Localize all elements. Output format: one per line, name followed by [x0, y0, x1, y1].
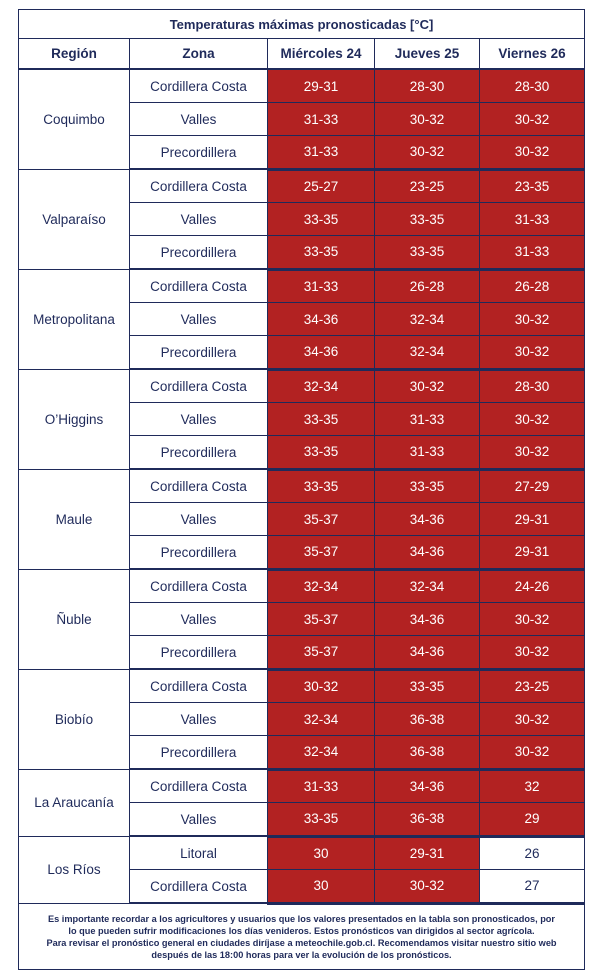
temperature-cell: 30-32: [375, 369, 480, 403]
temperature-cell: 25-27: [268, 169, 375, 203]
temperature-cell: 32: [480, 769, 585, 803]
temperature-cell: 34-36: [375, 503, 480, 536]
zone-cell: Precordillera: [130, 136, 268, 170]
temperature-cell: 30-32: [480, 303, 585, 336]
temperature-cell: 30-32: [480, 736, 585, 770]
temperature-cell: 30-32: [268, 669, 375, 703]
zone-cell: Valles: [130, 203, 268, 236]
temperature-cell: 34-36: [375, 636, 480, 670]
zone-cell: Cordillera Costa: [130, 269, 268, 303]
temperature-cell: 32-34: [375, 569, 480, 603]
zone-cell: Cordillera Costa: [130, 769, 268, 803]
temperature-cell: 31-33: [480, 236, 585, 270]
region-cell: O’Higgins: [19, 369, 130, 469]
zone-cell: Litoral: [130, 836, 268, 870]
temperature-cell: 33-35: [375, 236, 480, 270]
temperature-cell: 32-34: [268, 569, 375, 603]
table-row: [19, 269, 585, 303]
zone-cell: Precordillera: [130, 636, 268, 670]
temperature-cell: 29: [480, 803, 585, 837]
zone-cell: Precordillera: [130, 536, 268, 570]
note-line: después de las 18:00 horas para ver la evolución de los pronósticos.: [151, 949, 452, 960]
header-zone: Zona: [130, 39, 268, 70]
temperature-cell: 29-31: [375, 836, 480, 870]
region-cell: Coquimbo: [19, 69, 130, 169]
temperature-cell: 30-32: [480, 636, 585, 670]
zone-cell: Cordillera Costa: [130, 870, 268, 904]
zone-cell: Cordillera Costa: [130, 469, 268, 503]
temperature-cell: 30: [268, 836, 375, 870]
temperature-cell: 34-36: [268, 303, 375, 336]
table-row: [19, 769, 585, 803]
temperature-cell: 30-32: [480, 136, 585, 170]
forecast-sheet: [18, 9, 584, 970]
zone-cell: Precordillera: [130, 736, 268, 770]
region-cell: Valparaíso: [19, 169, 130, 269]
temperature-cell: 32-34: [375, 303, 480, 336]
temperature-cell: 31-33: [480, 203, 585, 236]
temperature-cell: 34-36: [375, 769, 480, 803]
temperature-cell: 28-30: [480, 69, 585, 103]
temperature-cell: 31-33: [268, 269, 375, 303]
temperature-cell: 30-32: [375, 136, 480, 170]
note-line: Para revisar el pronóstico general en ciudades diríjase a meteochile.gob.cl. Recomendamos visitar nuestro sitio web: [46, 937, 557, 948]
temperature-cell: 30-32: [480, 436, 585, 470]
temperature-cell: 30-32: [375, 103, 480, 136]
temperature-cell: 36-38: [375, 703, 480, 736]
temperature-cell: 31-33: [375, 436, 480, 470]
temperature-cell: 33-35: [375, 203, 480, 236]
temperature-cell: 31-33: [268, 103, 375, 136]
zone-cell: Cordillera Costa: [130, 369, 268, 403]
table-row: [19, 836, 585, 870]
zone-cell: Precordillera: [130, 436, 268, 470]
temperature-cell: 32-34: [268, 736, 375, 770]
temperature-cell: 30: [268, 870, 375, 904]
temperature-cell: 29-31: [268, 69, 375, 103]
temperature-cell: 33-35: [375, 669, 480, 703]
temperature-cell: 33-35: [268, 203, 375, 236]
temperature-cell: 34-36: [375, 536, 480, 570]
temperature-cell: 23-25: [480, 669, 585, 703]
header-day-2: Jueves 25: [375, 39, 480, 70]
temperature-cell: 35-37: [268, 636, 375, 670]
zone-cell: Valles: [130, 603, 268, 636]
zone-cell: Precordillera: [130, 336, 268, 370]
zone-cell: Valles: [130, 803, 268, 837]
region-cell: Metropolitana: [19, 269, 130, 369]
temperature-cell: 24-26: [480, 569, 585, 603]
zone-cell: Cordillera Costa: [130, 669, 268, 703]
zone-cell: Cordillera Costa: [130, 569, 268, 603]
zone-cell: Cordillera Costa: [130, 169, 268, 203]
zone-cell: Valles: [130, 303, 268, 336]
zone-cell: Valles: [130, 103, 268, 136]
region-cell: Biobío: [19, 669, 130, 769]
temperature-cell: 23-35: [480, 169, 585, 203]
temperature-cell: 33-35: [375, 469, 480, 503]
table-body: [19, 69, 585, 903]
table-row: [19, 469, 585, 503]
temperature-cell: 30-32: [480, 336, 585, 370]
temperature-cell: 32-34: [375, 336, 480, 370]
temperature-cell: 33-35: [268, 469, 375, 503]
region-cell: Ñuble: [19, 569, 130, 669]
temperature-cell: 31-33: [268, 136, 375, 170]
temperature-cell: 33-35: [268, 803, 375, 837]
temperature-cell: 32-34: [268, 703, 375, 736]
temperature-cell: 29-31: [480, 503, 585, 536]
temperature-cell: 35-37: [268, 503, 375, 536]
zone-cell: Valles: [130, 703, 268, 736]
disclaimer-note: [19, 903, 585, 969]
zone-cell: Cordillera Costa: [130, 69, 268, 103]
temperature-cell: 34-36: [375, 603, 480, 636]
temperature-cell: 26: [480, 836, 585, 870]
temperature-cell: 36-38: [375, 803, 480, 837]
temperature-cell: 30-32: [480, 103, 585, 136]
zone-cell: Precordillera: [130, 236, 268, 270]
table-title: Temperaturas máximas pronosticadas [°C]: [19, 10, 585, 39]
note-line: lo que pueden sufrir modificaciones los días venideros. Estos pronósticos van dirigidos al sector agrícola.: [68, 925, 535, 936]
zone-cell: Valles: [130, 403, 268, 436]
temperature-cell: 33-35: [268, 403, 375, 436]
table-row: [19, 69, 585, 103]
temperature-cell: 33-35: [268, 436, 375, 470]
region-cell: La Araucanía: [19, 769, 130, 836]
note-line: Es importante recordar a los agricultores y usuarios que los valores presentados en la tabla son pronosticados, por: [48, 913, 555, 924]
temperature-cell: 34-36: [268, 336, 375, 370]
temperature-cell: 36-38: [375, 736, 480, 770]
zone-cell: Valles: [130, 503, 268, 536]
temperature-cell: 26-28: [375, 269, 480, 303]
table-row: [19, 369, 585, 403]
temperature-cell: 27-29: [480, 469, 585, 503]
region-cell: Los Ríos: [19, 836, 130, 903]
temperature-cell: 28-30: [480, 369, 585, 403]
temperature-cell: 30-32: [480, 603, 585, 636]
table-row: [19, 169, 585, 203]
temperature-cell: 35-37: [268, 603, 375, 636]
region-cell: Maule: [19, 469, 130, 569]
forecast-table: [18, 9, 585, 970]
temperature-cell: 26-28: [480, 269, 585, 303]
table-row: [19, 569, 585, 603]
table-row: [19, 669, 585, 703]
temperature-cell: 30-32: [480, 703, 585, 736]
header-day-3: Viernes 26: [480, 39, 585, 70]
temperature-cell: 35-37: [268, 536, 375, 570]
temperature-cell: 28-30: [375, 69, 480, 103]
header-day-1: Miércoles 24: [268, 39, 375, 70]
temperature-cell: 31-33: [268, 769, 375, 803]
temperature-cell: 33-35: [268, 236, 375, 270]
temperature-cell: 23-25: [375, 169, 480, 203]
temperature-cell: 30-32: [480, 403, 585, 436]
temperature-cell: 27: [480, 870, 585, 904]
temperature-cell: 30-32: [375, 870, 480, 904]
temperature-cell: 32-34: [268, 369, 375, 403]
temperature-cell: 31-33: [375, 403, 480, 436]
temperature-cell: 29-31: [480, 536, 585, 570]
header-region: Región: [19, 39, 130, 70]
